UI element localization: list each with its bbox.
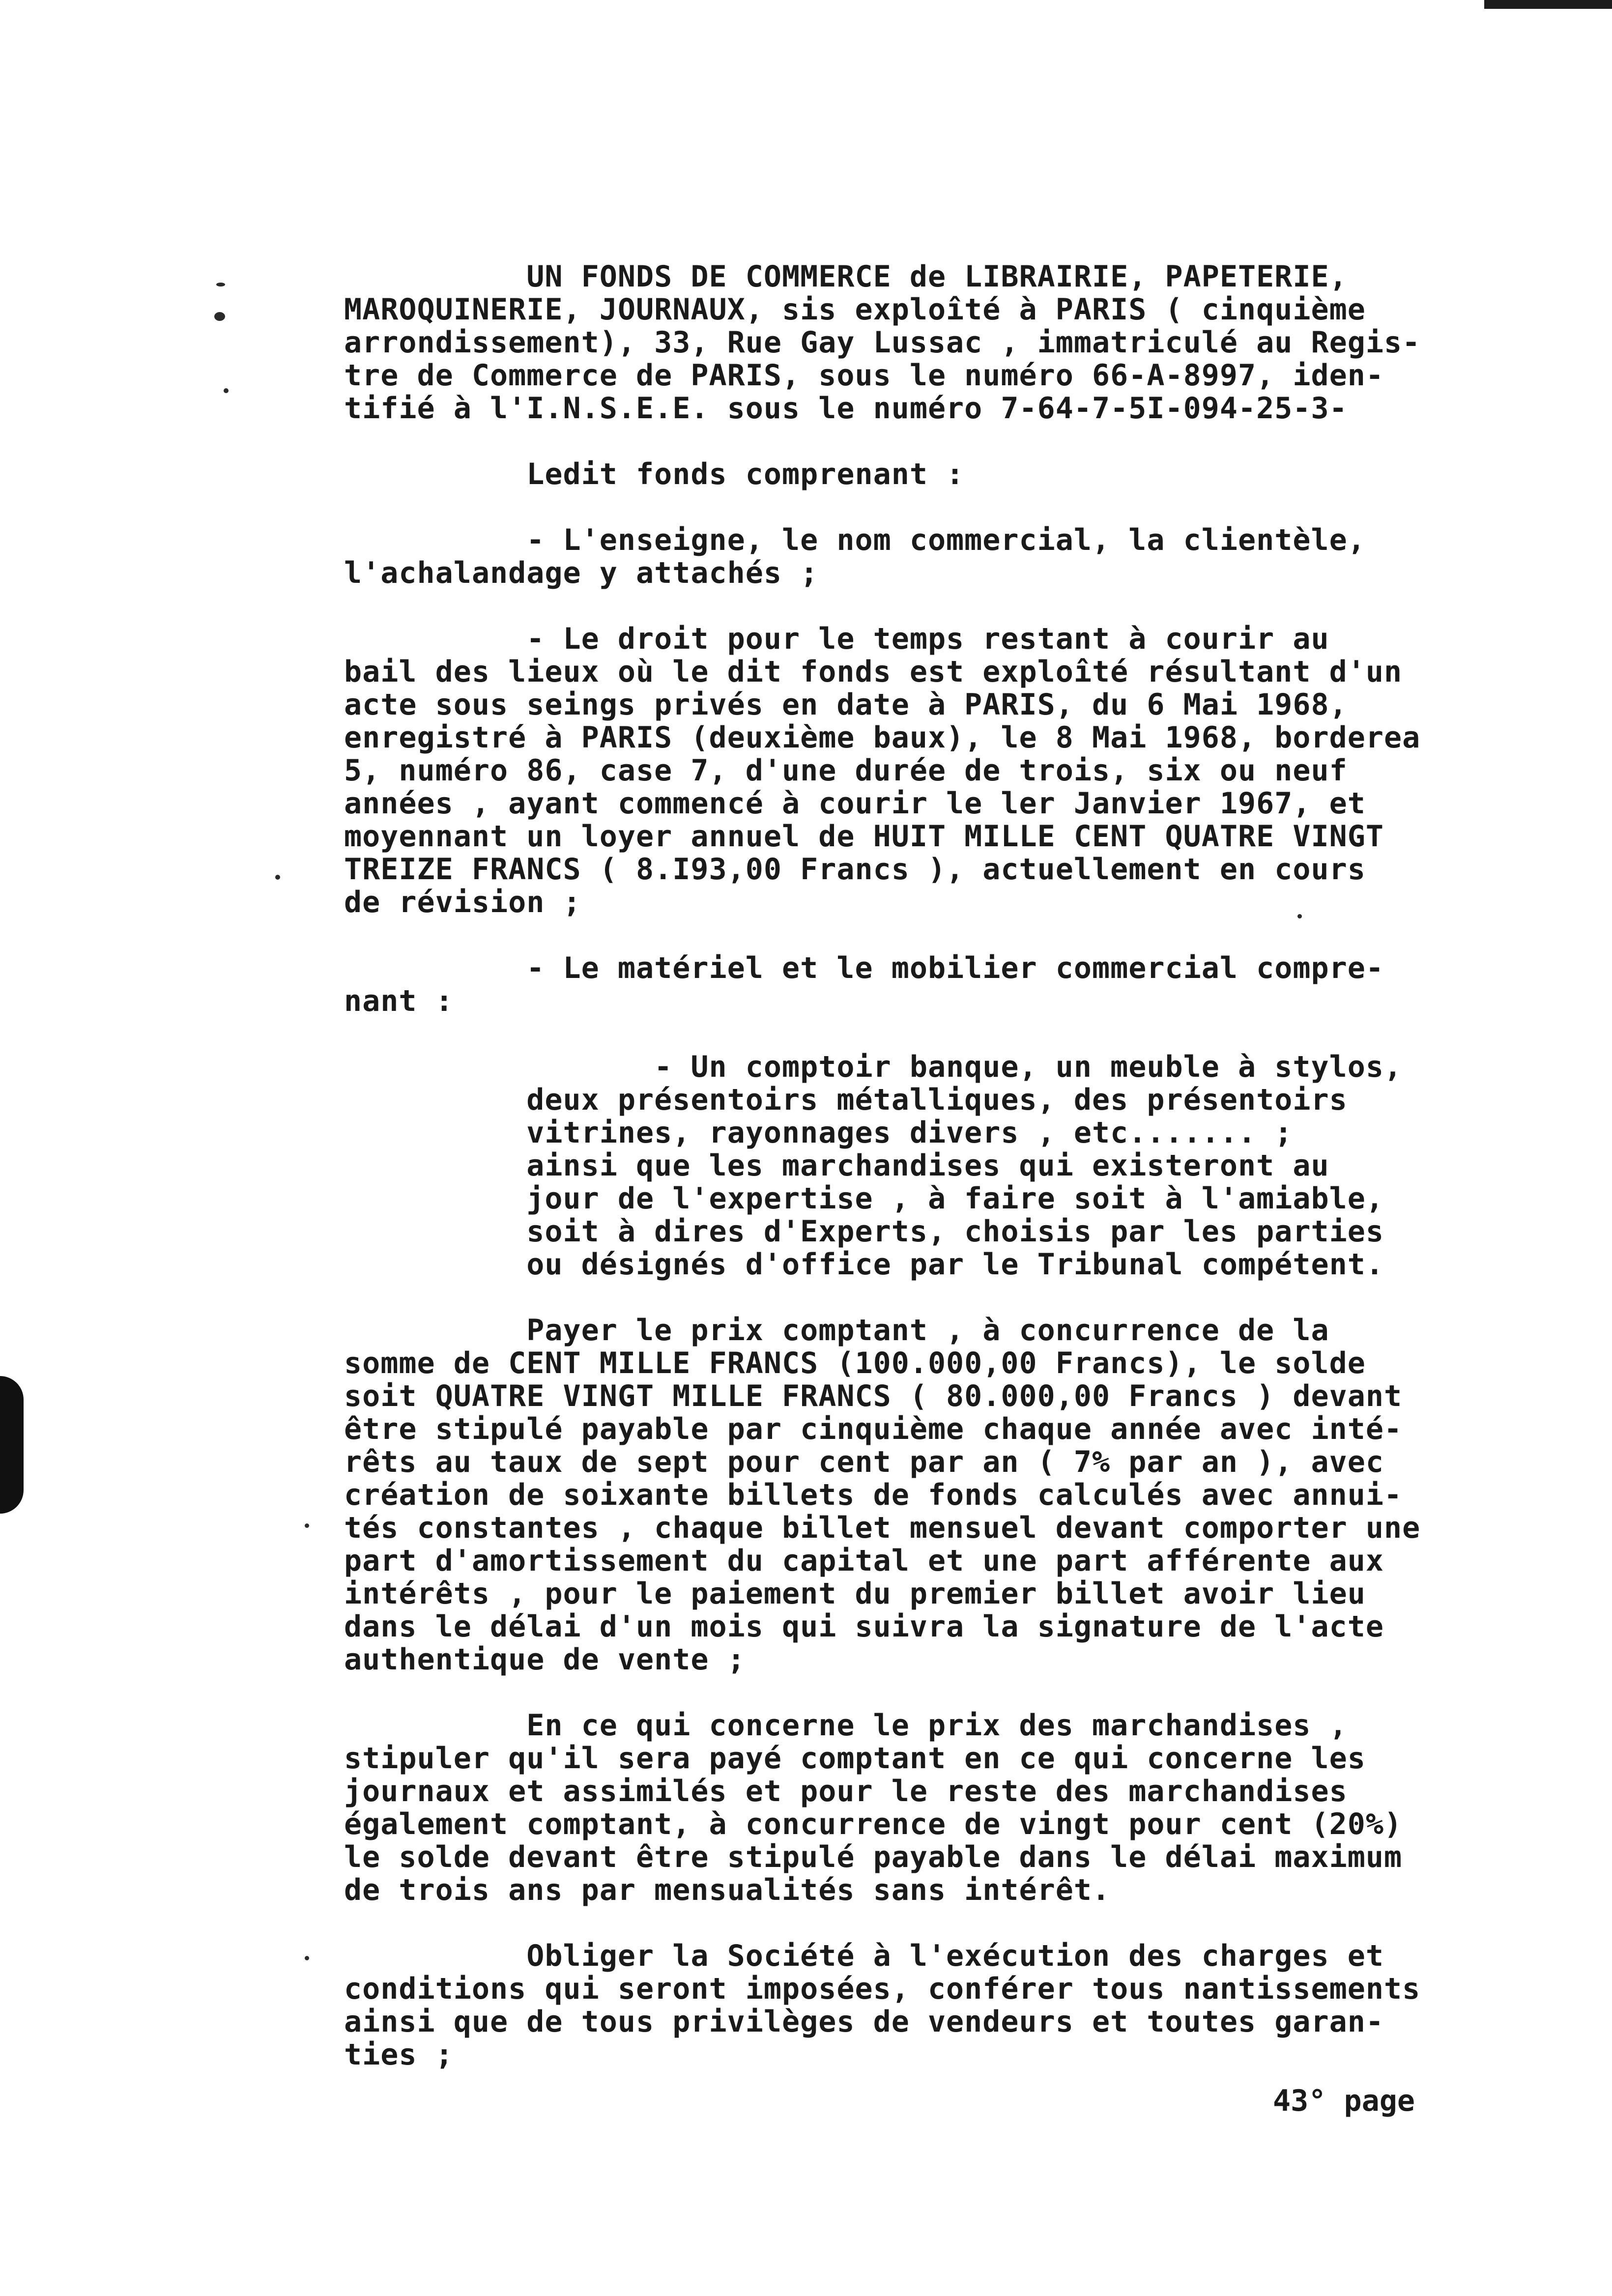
text-line: 5, numéro 86, case 7, d'une durée de trois, six ou neuf	[344, 753, 1348, 788]
text-line: être stipulé payable par cinquième chaque année avec inté-	[344, 1412, 1403, 1446]
margin-speck	[224, 388, 229, 393]
text-line: tifié à l'I.N.S.E.E. sous le numéro 7-64-7-5I-094-25-3-	[344, 391, 1348, 426]
margin-speck	[305, 1523, 309, 1528]
text-line: acte sous seings privés en date à PARIS, du 6 Mai 1968,	[344, 688, 1348, 722]
text-line: stipuler qu'il sera payé comptant en ce qui concerne les	[344, 1741, 1366, 1776]
margin-speck	[216, 283, 225, 287]
text-line: deux présentoirs métalliques, des présentoirs	[344, 1083, 1348, 1117]
text-line: authentique de vente ;	[344, 1642, 746, 1677]
text-line: soit QUATRE VINGT MILLE FRANCS ( 80.000,00 Francs ) devant	[344, 1379, 1403, 1413]
text-line: soit à dires d'Experts, choisis par les parties	[344, 1214, 1384, 1249]
binding-hole-mark	[0, 1376, 24, 1514]
text-line: vitrines, rayonnages divers , etc....... ;	[344, 1116, 1293, 1150]
text-line: enregistré à PARIS (deuxième baux), le 8 Mai 1968, borderea	[344, 720, 1421, 755]
text-line: Obliger la Société à l'exécution des charges et	[344, 1939, 1384, 1973]
paragraph-gap	[344, 1018, 1563, 1051]
text-line: de révision ;	[344, 885, 581, 919]
scan-edge-mark	[1484, 0, 1612, 9]
paragraph-gap	[344, 1907, 1563, 1940]
text-line: tre de Commerce de PARIS, sous le numéro 66-A-8997, iden-	[344, 358, 1384, 393]
text-line: Payer le prix comptant , à concurrence de la	[344, 1313, 1329, 1348]
text-line: moyennant un loyer annuel de HUIT MILLE CENT QUATRE VINGT	[344, 819, 1384, 854]
text-line: - Le droit pour le temps restant à courir au	[344, 622, 1329, 656]
text-line: l'achalandage y attachés ;	[344, 556, 819, 590]
text-line: années , ayant commencé à courir le ler Janvier 1967, et	[344, 786, 1366, 821]
text-line: le solde devant être stipulé payable dans le délai maximum	[344, 1840, 1403, 1874]
paragraph-gap	[344, 919, 1563, 952]
text-line: dans le délai d'un mois qui suivra la signature de l'acte	[344, 1609, 1384, 1644]
document-body	[344, 260, 1563, 2071]
text-line: - Le matériel et le mobilier commercial compre-	[344, 951, 1384, 985]
text-line: bail des lieux où le dit fonds est exploîté résultant d'un	[344, 655, 1403, 689]
text-line: rêts au taux de sept pour cent par an ( 7% par an ), avec	[344, 1445, 1384, 1479]
text-line: ties ;	[344, 2038, 454, 2072]
paragraph-gap	[344, 1281, 1563, 1314]
paragraph-gap	[344, 590, 1563, 623]
text-line: TREIZE FRANCS ( 8.I93,00 Francs ), actuellement en cours	[344, 852, 1366, 887]
text-line: MAROQUINERIE, JOURNAUX, sis exploîté à PARIS ( cinquième	[344, 292, 1366, 327]
paragraph-gap	[344, 1676, 1563, 1709]
text-line: de trois ans par mensualités sans intérêt.	[344, 1873, 1111, 1907]
text-line: - L'enseigne, le nom commercial, la clientèle,	[344, 523, 1366, 557]
text-line: également comptant, à concurrence de vingt pour cent (20%)	[344, 1807, 1403, 1841]
text-line: intérêts , pour le paiement du premier billet avoir lieu	[344, 1577, 1366, 1611]
text-line: ainsi que les marchandises qui existeront au	[344, 1148, 1329, 1183]
text-line: nant :	[344, 984, 454, 1018]
text-line: jour de l'expertise , à faire soit à l'amiable,	[344, 1181, 1384, 1216]
text-line: ou désignés d'office par le Tribunal compétent.	[344, 1247, 1384, 1282]
page-number: 43° page	[1273, 2084, 1415, 2118]
text-line: part d'amortissement du capital et une part afférente aux	[344, 1544, 1384, 1578]
margin-speck	[214, 312, 225, 321]
text-line: journaux et assimilés et pour le reste des marchandises	[344, 1774, 1348, 1808]
text-line: création de soixante billets de fonds calculés avec annui-	[344, 1478, 1403, 1512]
text-line: En ce qui concerne le prix des marchandises ,	[344, 1708, 1348, 1743]
text-line: arrondissement), 33, Rue Gay Lussac , immatriculé au Regis-	[344, 325, 1421, 360]
text-line: Ledit fonds comprenant :	[344, 457, 965, 491]
margin-speck	[305, 1956, 309, 1960]
text-line: conditions qui seront imposées, conférer tous nantissements	[344, 1972, 1421, 2006]
text-line: UN FONDS DE COMMERCE de LIBRAIRIE, PAPETERIE,	[344, 259, 1348, 294]
text-line: tés constantes , chaque billet mensuel devant comporter une	[344, 1511, 1421, 1545]
margin-speck	[275, 875, 280, 880]
paragraph-gap	[344, 491, 1563, 524]
text-line: somme de CENT MILLE FRANCS (100.000,00 Francs), le solde	[344, 1346, 1366, 1380]
paragraph-gap	[344, 425, 1563, 458]
text-line: ainsi que de tous privilèges de vendeurs et toutes garan-	[344, 2005, 1384, 2039]
text-line: - Un comptoir banque, un meuble à stylos,	[344, 1050, 1403, 1084]
